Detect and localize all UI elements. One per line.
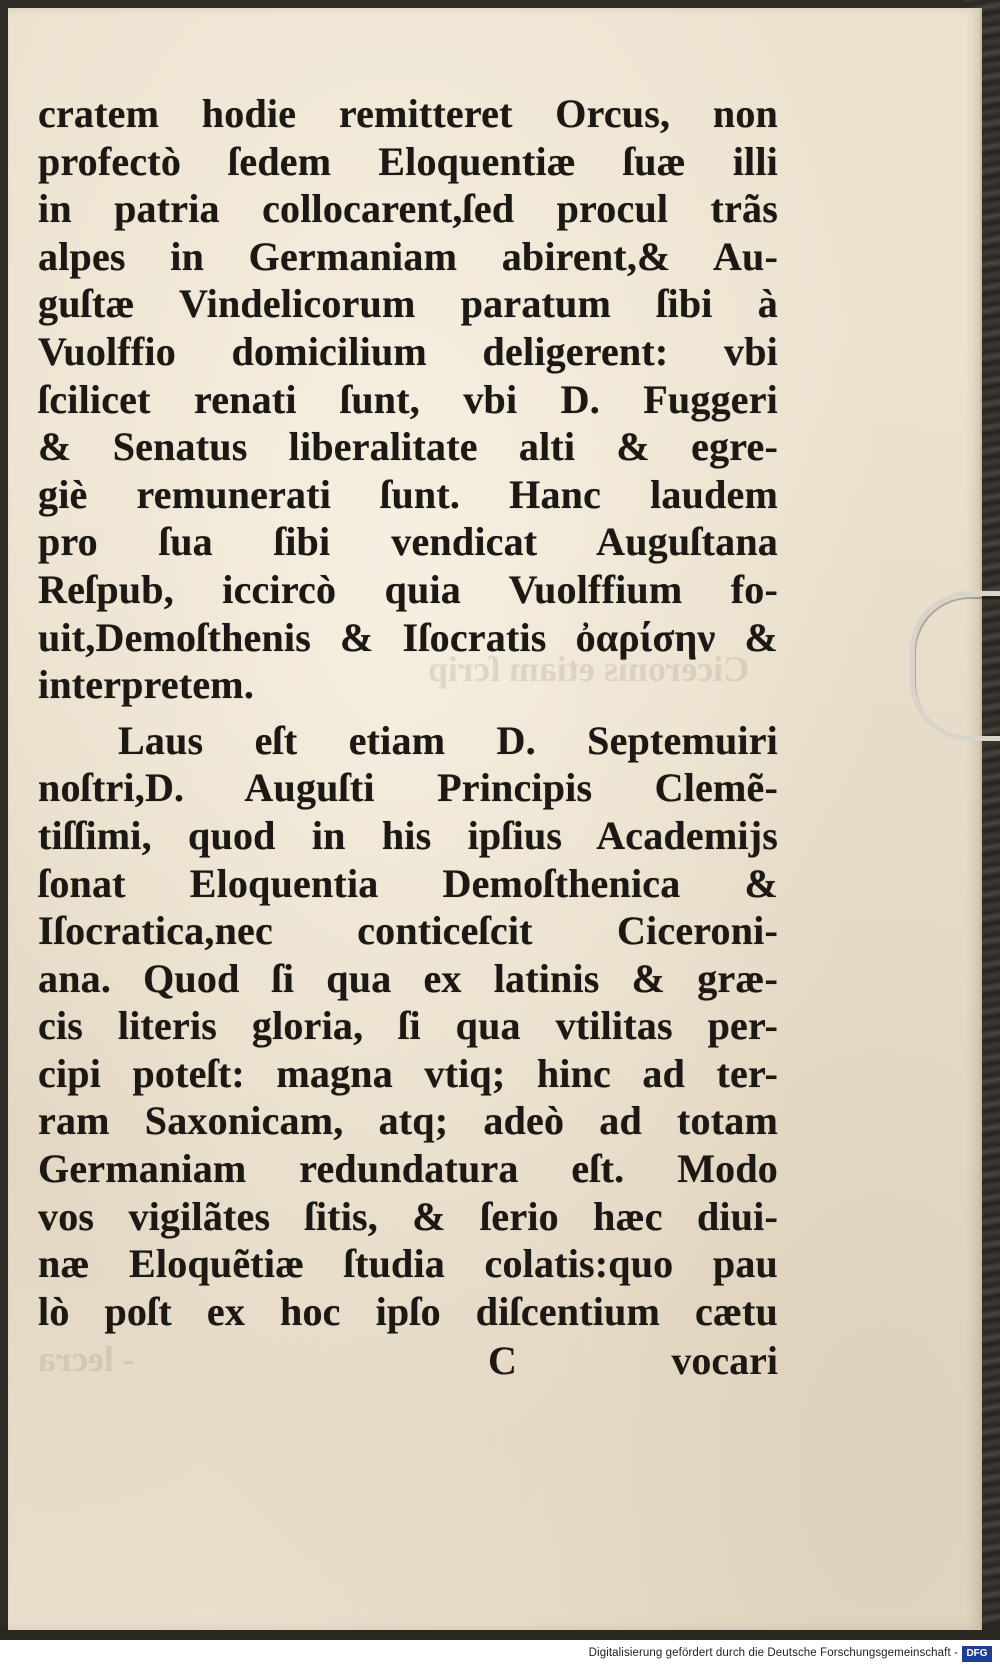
text-line: Vuolffio domicilium deligerent: vbi: [38, 328, 778, 374]
text-line: cipi poteſt: magna vtiq; hinc ad ter-: [38, 1050, 778, 1096]
text-line: cratem hodie remitteret Orcus, non: [38, 91, 778, 136]
credit-text: Digitalisierung gefördert durch die Deutsche Forschungsgemeinschaft -: [588, 1647, 958, 1659]
catchword: vocari: [671, 1338, 778, 1383]
text-line: interpretem.: [38, 662, 255, 708]
text-line: tiſſimi, quod in his ipſius Academijs: [38, 812, 778, 858]
text-line: Iſocratica,nec conticeſcit Ciceroni-: [38, 908, 778, 954]
text-line: pro ſua ſibi vendicat Auguſtana: [38, 519, 778, 565]
text-line: uit,Demoſthenis & Iſocratis ὀαρίσην &: [38, 614, 778, 660]
page-clip: [910, 591, 1000, 741]
text-line: Laus eſt etiam D. Septemuiri: [118, 717, 778, 763]
text-line: ſcilicet renati ſunt, vbi D. Fuggeri: [38, 376, 778, 422]
text-line: profectò ſedem Eloquentiæ ſuæ illi: [38, 138, 778, 184]
text-line: alpes in Germaniam abirent,& Au-: [38, 233, 778, 279]
text-line: ana. Quod ſi qua ex latinis & græ-: [38, 955, 778, 1001]
signature-mark: C: [488, 1338, 517, 1383]
text-line: noſtri,D. Auguſti Principis Clemẽ-: [38, 765, 778, 811]
text-line: giè remunerati ſunt. Hanc laudem: [38, 471, 778, 517]
text-line: vos vigilãtes ſitis, & ſerio hæc diui-: [38, 1193, 778, 1239]
bleed-through-ghost: Ciceronis etiam ſcrip: [428, 649, 750, 689]
dfg-logo: DFG: [962, 1646, 992, 1662]
text-line: næ Eloquẽtiæ ſtudia colatis:quo pau: [38, 1241, 778, 1287]
text-line: Germaniam redundatura eſt. Modo: [38, 1146, 778, 1192]
text-line: ram Saxonicam, atq; adeò ad totam: [38, 1098, 778, 1144]
digitization-credit-bar: [0, 1640, 1000, 1669]
text-line: ſonat Eloquentia Demoſthenica &: [38, 860, 778, 906]
page-footer: [38, 1337, 778, 1385]
text-line: in patria collocarent,ſed procul trãs: [38, 186, 778, 232]
text-line: guſtæ Vindelicorum paratum ſibi à: [38, 281, 778, 327]
text-line: Reſpub, iccircò quia Vuolffium fo-: [38, 566, 778, 612]
text-block: [38, 90, 778, 1335]
bleed-through-ghost: - lecra: [38, 1339, 135, 1379]
text-line: cis literis gloria, ſi qua vtilitas per-: [38, 1003, 778, 1049]
text-line: & Senatus liberalitate alti & egre-: [38, 424, 778, 470]
text-line: lò poſt ex hoc ipſo diſcentium cætu: [38, 1288, 778, 1334]
